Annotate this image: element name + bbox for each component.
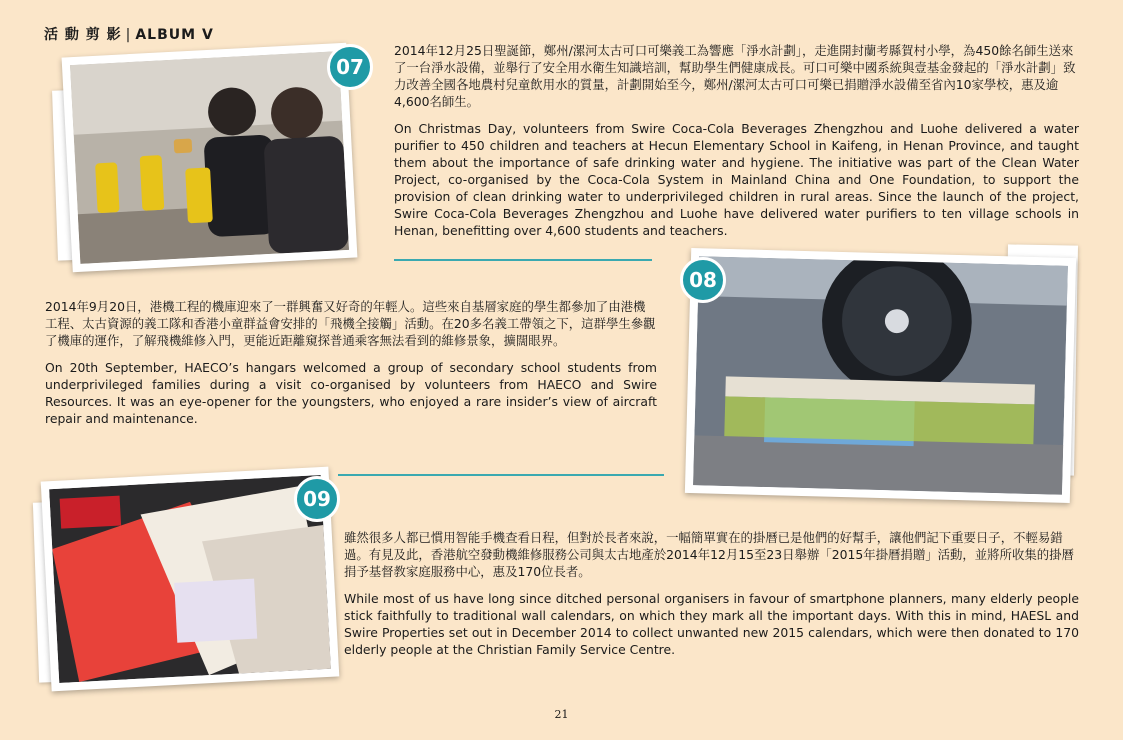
badge-08: 08 [680, 257, 726, 303]
badge-09: 09 [294, 476, 340, 522]
header-en: ALBUM V [135, 27, 214, 43]
page-header [44, 24, 214, 44]
photo-08-stack [686, 245, 1081, 500]
item-09-en: While most of us have long since ditched personal organisers in favour of smartphone planners, many elderly people stick faithfully to traditional wall calendars, on which they mark all the important days. With this in mind, HAESL and Swire Properties set out in December 2014 to collect unwanted new 2015 calendars, which were then donated to 170 elderly people at the Christian Family Service Centre. [344, 591, 1079, 657]
divider-1 [394, 259, 652, 261]
item-08-text [45, 298, 657, 437]
page-number: 21 [554, 708, 569, 721]
item-08-en: On 20th September, HAECO’s hangars welcomed a group of secondary school students from underprivileged families during a visit co-organised by volunteers from HAECO and Swire Resources. It was an eye-opener for the youngsters, who enjoyed a rare insider’s view of aircraft repair and maintenance. [45, 360, 657, 426]
photo-09-image [49, 475, 331, 683]
photo-07 [62, 43, 358, 273]
photo-07-stack [55, 50, 364, 270]
item-07-zh: 2014年12月25日聖誕節，鄭州/漯河太古可口可樂義工為響應「淨水計劃」，走進開封蘭考縣賀村小學，為450餘名師生送來了一台淨水設備，並舉行了安全用水衛生知識培訓，幫助學生們健康成長。可口可樂中國系統與壹基金發起的「淨水計劃」致力改善全國各地農村兒童飲用水的質量，計劃開始至今，鄭州/漯河太古可口可樂已捐贈淨水設備至省內10家學校，惠及逾4,600名師生。 [394, 43, 1076, 109]
photo-07-image [70, 51, 349, 264]
header-separator: | [125, 27, 132, 43]
item-07-en: On Christmas Day, volunteers from Swire Coca-Cola Beverages Zhengzhou and Luohe delivered a water purifier to 450 children and teachers at Hecun Elementary School in Kaifeng, in Henan Province, and taught them about the importance of safe drinking water and hygiene. The initiative was part of the Clean Water Project, co-organised by the Coca-Cola System in Mainland China and One Foundation, to support the provision of clean drinking water to underprivileged children in rural areas. Since the launch of the project, Swire Coca-Cola Beverages Zhengzhou and Luohe have delivered water purifiers to ten village schools in Henan, benefitting over 4,600 students and teachers. [394, 121, 1079, 238]
header-zh: 活 動 剪 影 [44, 27, 122, 43]
divider-2 [338, 474, 664, 476]
item-09-text [344, 529, 1079, 668]
item-07-text [394, 42, 1079, 249]
badge-07: 07 [327, 44, 373, 90]
photo-08 [685, 248, 1076, 503]
photo-09-stack [36, 470, 336, 690]
item-08-zh: 2014年9月20日，港機工程的機庫迎來了一群興奮又好奇的年輕人。這些來自基層家庭的學生都參加了由港機工程、太古資源的義工隊和香港小童群益會安排的「飛機全接觸」活動。在20多名義工帶領之下，這群學生參觀了機庫的運作，了解飛機維修入門，更能近距離窺探普通乘客無法看到的維修景象，擴闊眼界。 [45, 299, 656, 348]
photo-08-image [693, 256, 1068, 495]
item-09-zh: 雖然很多人都已慣用智能手機查看日程，但對於長者來說，一幅簡單實在的掛曆已是他們的好幫手，讓他們記下重要日子，不輕易錯過。有見及此，香港航空發動機維修服務公司與太古地產於2014年12月15至23日舉辦「2015年掛曆捐贈」活動，並將所收集的掛曆捐予基督教家庭服務中心，惠及170位長者。 [344, 530, 1074, 579]
